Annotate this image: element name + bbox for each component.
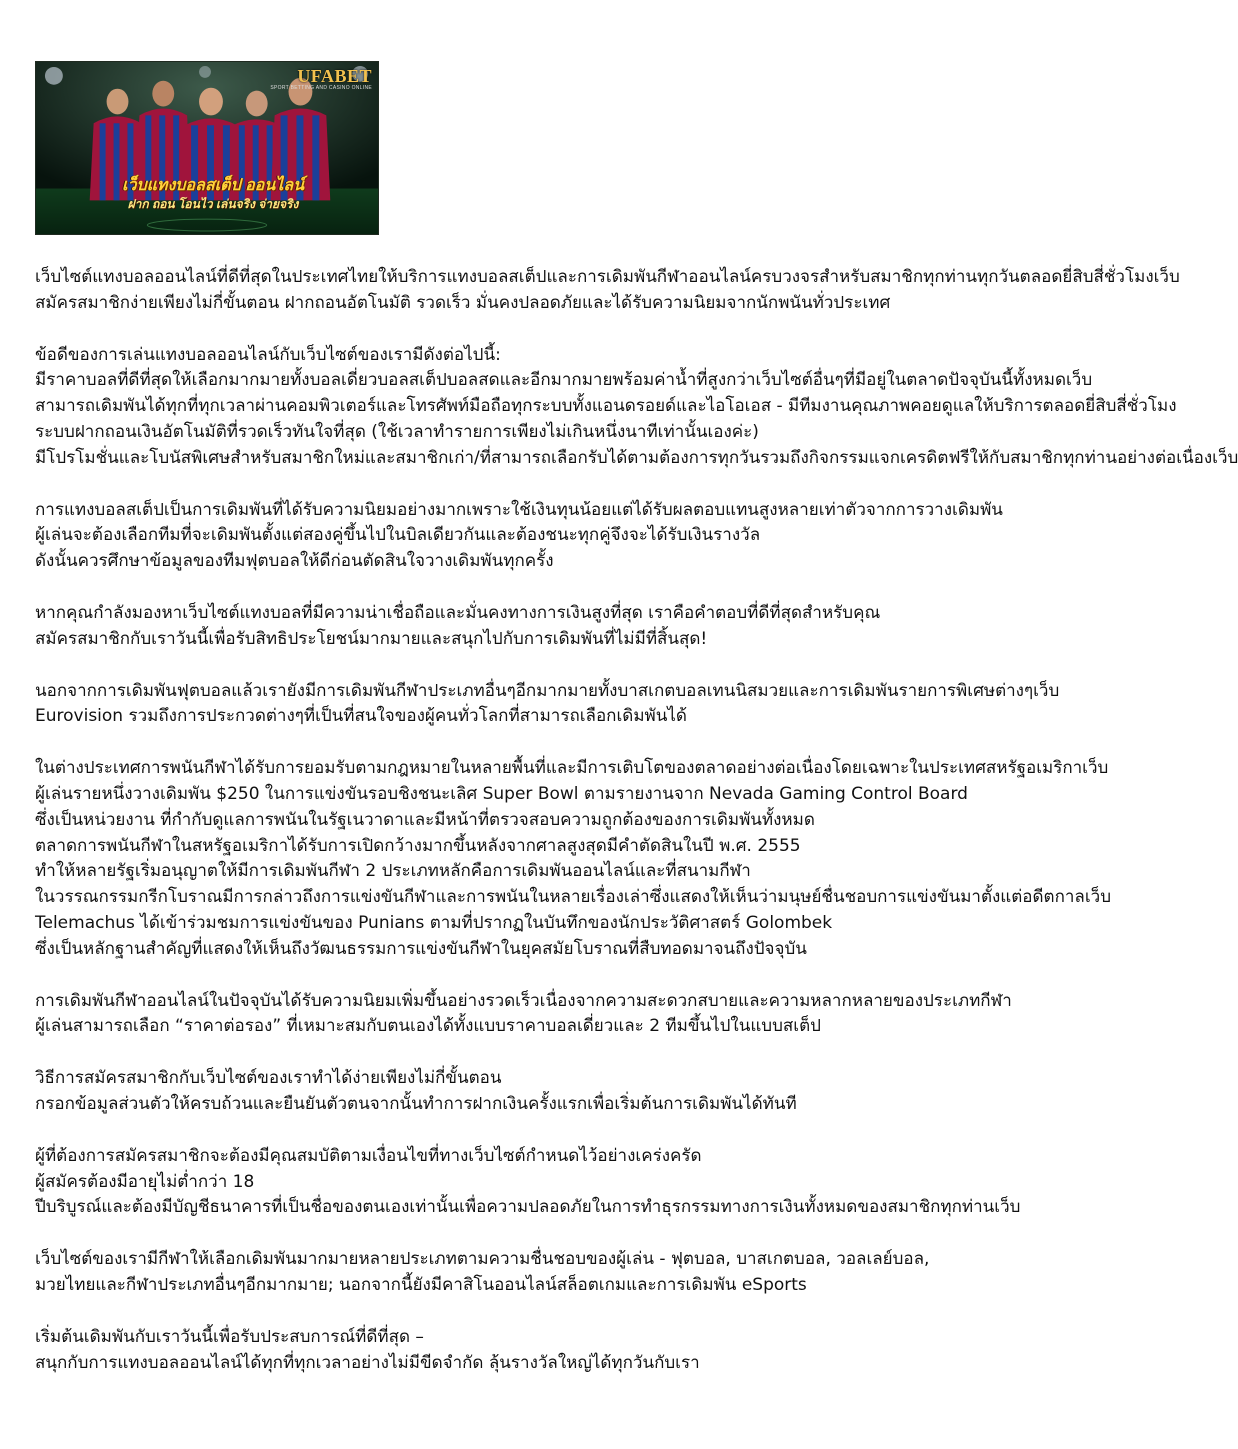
text-line: ผู้ที่ต้องการสมัครสมาชิกจะต้องมีคุณสมบัติตามเงื่อนไขที่ทางเว็บไซต์กำหนดไว้อย่างเคร่งครัด	[35, 1145, 702, 1166]
text-line: ตลาดการพนันกีฬาในสหรัฐอเมริกาได้รับการเปิดกว้างมากขึ้นหลังจากศาลสูงสุดมีคำตัดสินในปี พ.ศ. 2555	[35, 835, 801, 856]
text-line: หากคุณกำลังมองหาเว็บไซต์แทงบอลที่มีความน่าเชื่อถือและมั่นคงทางการเงินสูงที่สุด เราคือคำตอบที่ดีที่สุดสำหรับคุณ	[35, 602, 881, 623]
text-line: Eurovision รวมถึงการประกวดต่างๆที่เป็นที่สนใจของผู้คนทั่วโลกที่สามารถเลือกเดิมพันได้	[35, 706, 687, 727]
text-line: ข้อดีของการเล่นแทงบอลออนไลน์กับเว็บไซต์ของเรามีดังต่อไปนี้:	[35, 344, 501, 365]
text-line: ผู้เล่นสามารถเลือก “ราคาต่อรอง” ที่เหมาะสมกับตนเองได้ทั้งแบบราคาบอลเดี่ยวและ 2 ทีมขึ้นไปในแบบสเต็ป	[35, 1016, 821, 1037]
text-line: ทำให้หลายรัฐเริ่มอนุญาตให้มีการเดิมพันกีฬา 2 ประเภทหลักคือการเดิมพันออนไลน์และที่สนามกีฬา	[35, 861, 751, 882]
text-line: สมัครสมาชิกกับเราวันนี้เพื่อรับสิทธิประโยชน์มากมายและสนุกไปกับการเดิมพันที่ไม่มีที่สิ้นสุด!	[35, 628, 708, 649]
paragraph	[35, 1325, 990, 1377]
text-line: มีราคาบอลที่ดีที่สุดให้เลือกมากมายทั้งบอลเดี่ยวบอลสเต็ปบอลสดและอีกมากมายพร้อมค่าน้ำที่สูงกว่าเว็บไซต์อื่นๆที่มีอยู่ในตลาดปัจจุบันนี้ทั้งหมดเว็บ	[35, 370, 1093, 391]
text-line: การแทงบอลสเต็ปเป็นการเดิมพันที่ได้รับความนิยมอย่างมากเพราะใช้เงินทุนน้อยแต่ได้รับผลตอบแทนสูงหลายเท่าตัวจากการวางเดิมพัน	[35, 499, 1003, 520]
paragraph	[35, 1144, 1021, 1221]
banner-image	[35, 61, 379, 235]
text-line: เริ่มต้นเดิมพันกับเราวันนี้เพื่อรับประสบการณ์ที่ดีที่สุด –	[35, 1326, 424, 1347]
text-line: ซึ่งเป็นหลักฐานสำคัญที่แสดงให้เห็นถึงวัฒนธรรมการแข่งขันกีฬาในยุคสมัยโบราณที่สืบทอดมาจนถึงปัจจุบัน	[35, 938, 807, 959]
text-line: ปีบริบูรณ์และต้องมีบัญชีธนาคารที่เป็นชื่อของตนเองเท่านั้นเพื่อความปลอดภัยในการทำธุรกรรมทางการเงินทั้งหมดของสมาชิกทุกท่านเว็บ	[35, 1197, 1021, 1218]
text-line: ดังนั้นควรศึกษาข้อมูลของทีมฟุตบอลให้ดีก่อนตัดสินใจวางเดิมพันทุกครั้ง	[35, 551, 554, 572]
text-line: มีโปรโมชั่นและโบนัสพิเศษสำหรับสมาชิกใหม่และสมาชิกเก่า/ที่สามารถเลือกรับได้ตามต้องการทุกวันรวมถึงกิจกรรมแจกเครดิตฟรีให้กับสมาชิกทุกท่านอย่างต่อเนื่องเว็บ	[35, 447, 1238, 468]
article-body	[35, 265, 1238, 1402]
text-line: เว็บไซต์แทงบอลออนไลน์ที่ดีที่สุดในประเทศไทยให้บริการแทงบอลสเต็ปและการเดิมพันกีฬาออนไลน์ครบวงจรสำหรับสมาชิกทุกท่านทุกวันตลอดยี่สิบสี่ชั่วโมงเว็บ	[35, 267, 1180, 287]
text-line: สนุกกับการแทงบอลออนไลน์ได้ทุกที่ทุกเวลาอย่างไม่มีขีดจำกัด ลุ้นรางวัลใหญ่ได้ทุกวันกับเรา	[35, 1352, 700, 1373]
paragraph	[35, 989, 1012, 1041]
text-line: ผู้เล่นรายหนึ่งวางเดิมพัน $250 ในการแข่งขันรอบชิงชนะเลิศ Super Bowl ตามรายงานจาก Nevada Gaming Control Board	[35, 783, 968, 804]
banner-headline-main: เว็บแทงบอลสเต็ป ออนไลน์	[121, 177, 305, 194]
text-line: ในต่างประเทศการพนันกีฬาได้รับการยอมรับตามกฎหมายในหลายพื้นที่และมีการเติบโตของตลาดอย่างต่อเนื่องโดยเฉพาะในประเทศสหรัฐอเมริกาเว็บ	[35, 758, 1109, 779]
paragraph	[35, 498, 1003, 575]
text-line: Telemachus ได้เข้าร่วมชมการแข่งขันของ Punians ตามที่ปรากฏในบันทึกของนักประวัติศาสตร์ Golombek	[35, 912, 833, 933]
paragraph	[35, 679, 1060, 731]
text-line: ผู้เล่นจะต้องเลือกทีมที่จะเดิมพันตั้งแต่สองคู่ขึ้นไปในบิลเดียวกันและต้องชนะทุกคู่จึงจะได้รับเงินรางวัล	[35, 525, 761, 546]
text-line: ในวรรณกรรมกรีกโบราณมีการกล่าวถึงการแข่งขันกีฬาและการพนันในหลายเรื่องเล่าซึ่งแสดงให้เห็นว่ามนุษย์ชื่นชอบการแข่งขันมาตั้งแต่อดีตกาลเว็บ	[35, 887, 1111, 908]
text-line: สามารถเดิมพันได้ทุกที่ทุกเวลาผ่านคอมพิวเตอร์และโทรศัพท์มือถือทุกระบบทั้งแอนดรอยด์และไอโอเอส - มีทีมงานคุณภาพคอยดูแลให้บริการตลอดยี่สิบสี่ชั่วโมง	[35, 396, 1177, 417]
banner-headline	[98, 178, 328, 210]
text-line: นอกจากการเดิมพันฟุตบอลแล้วเรายังมีการเดิมพันกีฬาประเภทอื่นๆอีกมากมายทั้งบาสเกตบอลเทนนิสมวยและการเดิมพันรายการพิเศษต่างๆเว็บ	[35, 680, 1060, 701]
brand-tagline: SPORT BETTING AND CASINO ONLINE	[270, 85, 372, 91]
paragraph	[35, 601, 990, 653]
text-line: การเดิมพันกีฬาออนไลน์ในปัจจุบันได้รับความนิยมเพิ่มขึ้นอย่างรวดเร็วเนื่องจากความสะดวกสบายและความหลากหลายของประเภทกีฬา	[35, 990, 1012, 1011]
text-line: ระบบฝากถอนเงินอัตโนมัติที่รวดเร็วทันใจที่สุด (ใช้เวลาทำรายการเพียงไม่เกินหนึ่งนาทีเท่านั้นเองค่ะ)	[35, 421, 759, 442]
brand-logo	[270, 66, 372, 91]
paragraph	[35, 756, 1111, 962]
brand-name: UFABET	[297, 66, 372, 86]
paragraph	[35, 1066, 990, 1118]
paragraph	[35, 265, 1180, 317]
text-line: ผู้สมัครต้องมีอายุไม่ต่ำกว่า 18	[35, 1171, 255, 1192]
text-line: สมัครสมาชิกง่ายเพียงไม่กี่ขั้นตอน ฝากถอนอัตโนมัติ รวดเร็ว มั่นคงปลอดภัยและได้รับความนิยมจากนักพนันทั่วประเทศ	[35, 292, 891, 313]
text-line: ซึ่งเป็นหน่วยงาน ที่กำกับดูแลการพนันในรัฐเนวาดาและมีหน้าที่ตรวจสอบความถูกต้องของการเดิมพันทั้งหมด	[35, 809, 815, 830]
banner-headline-sub: ฝาก ถอน โอนไว เล่นจริง จ่ายจริง	[127, 197, 299, 211]
text-line: วิธีการสมัครสมาชิกกับเว็บไซต์ของเราทำได้ง่ายเพียงไม่กี่ขั้นตอน	[35, 1068, 502, 1089]
text-line: เว็บไซต์ของเรามีกีฬาให้เลือกเดิมพันมากมายหลายประเภทตามความชื่นชอบของผู้เล่น - ฟุตบอล, บาสเกตบอล, วอลเลย์บอล,	[35, 1249, 930, 1270]
paragraph	[35, 1247, 990, 1299]
text-line: กรอกข้อมูลส่วนตัวให้ครบถ้วนและยืนยันตัวตนจากนั้นทำการฝากเงินครั้งแรกเพื่อเริ่มต้นการเดิมพันได้ทันที	[35, 1093, 797, 1114]
paragraph	[35, 343, 1238, 472]
text-line: มวยไทยและกีฬาประเภทอื่นๆอีกมากมาย; นอกจากนี้ยังมีคาสิโนออนไลน์สล็อตเกมและการเดิมพัน eSports	[35, 1274, 807, 1295]
